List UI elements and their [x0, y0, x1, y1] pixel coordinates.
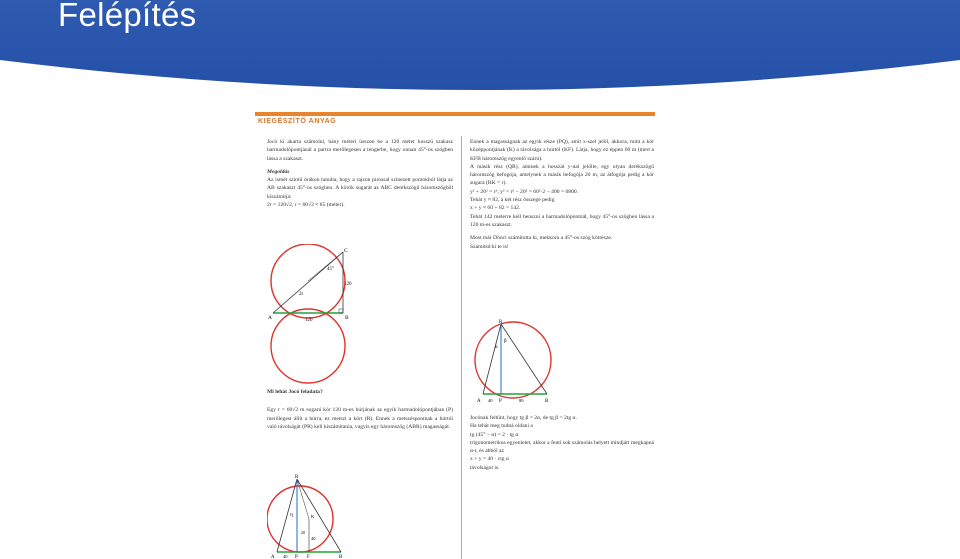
left-column-lower	[267, 388, 453, 431]
solution-paragraph: Az ismét szintű órákon tanulta, hogy a rajzon pirossal színezett pontokból látja az AB szakaszt 45°-os szögben. A körök sugarát az ABC derékszögű háromszögből kiszámítja:	[267, 177, 453, 200]
left-column	[267, 138, 453, 209]
side-br	[297, 479, 341, 552]
radius-rk	[297, 479, 309, 519]
right-para-8: trigonometrikus egyenletet, akkor a fenti sok számolás helyett mindjárt megkapná α-t, és abból az	[470, 439, 654, 455]
label-left-base: 40	[283, 554, 288, 559]
right-para-9: távolságot is.	[470, 464, 500, 471]
label-f3: F	[307, 555, 310, 559]
radius-formula: 2r = 120√2, r = 60√2 ≈ 85 (méter).	[267, 202, 345, 209]
question-line: Mi lehát Jocó feladata?	[267, 389, 323, 395]
right-para-3: Tehát 142 méterre kell beúszni a harmadolópontnál, hogy 45°-os szögben lássa a 120 m-es szakaszt.	[470, 213, 654, 228]
circle-abr	[267, 486, 333, 552]
circle-right	[475, 322, 551, 398]
side-ar	[277, 479, 297, 552]
section-header-bar	[255, 112, 655, 116]
section-header-label: KIEGÉSZÍTŐ ANYAG	[258, 118, 337, 125]
label-q3: Q	[290, 512, 294, 517]
right-para-1: Ennek a magasságnak az egyik része (PQ), amit x-szel jelöl, akkora, mint a kör középpontjának (K) a távolsága a húrtól (KF). Látja, hogy ez éppen 60 m (mert a KFB háromszög egyenlő szárú).	[470, 139, 654, 162]
right-para-4: Most már Dönci számította ki, mekkora a 45°-os szög kötrésze.	[470, 235, 613, 242]
label-2r: 2r	[299, 292, 304, 297]
label-p2: P	[499, 399, 502, 404]
intro-paragraph: Jocó ki akarta számolni, hány méteri ússzon be a 120 méter hosszú szakasz harmadolópontjánál a partra merőlegesen a tengerbe, hogy onnan 45°-os szögben lássa a szakaszt.	[267, 139, 453, 162]
label-base: 120	[305, 318, 313, 323]
label-a2: A	[477, 399, 481, 404]
label-angle: 45°	[327, 267, 334, 272]
equation-3: x + y ≈ 60 + 82 = 142.	[470, 205, 521, 212]
label-r2: R	[499, 320, 503, 325]
right-para-2: A másik rész (QR), aminek a hosszát y-nal jelölte, egy olyan derékszögű háromszög befogója, amelynek a másik befogója 20 m, az átfogója pedig a kör sugara (RK = r).	[470, 163, 654, 187]
label-right-base2: 80	[519, 398, 524, 403]
right-para-6: Jocónak feltűnt, hogy tg β = 2α, de tg β = 2tg α.	[470, 415, 577, 421]
label-a: A	[268, 315, 272, 321]
equation-5: x + y = 40 · ctg α	[470, 456, 509, 463]
figure-two-circles	[265, 244, 365, 384]
task-paragraph: Egy r = 60√2 m sugarú kör 120 m-es húrjának az egyik harmadolópontjában (P) merőlegest állít a húrra, ez metszi a kört (R). Ennek a metszéspontnak a húrtól való távolságát (PR) kell kiszámítania, vagyis egy háromszög (ABR) magasságát.	[267, 407, 453, 430]
textbook-page	[255, 112, 655, 559]
right-para-7: Ha tehát meg tudná oldani a	[470, 423, 533, 430]
figure-angle-triangle	[471, 318, 555, 404]
equation-4: tg (45° − α) = 2 · tg α	[470, 431, 519, 438]
label-right-side: 40	[311, 536, 316, 541]
label-p3: P	[295, 555, 298, 559]
label-r: R	[295, 475, 299, 480]
label-alpha: α	[495, 345, 498, 350]
label-beta: β	[504, 339, 507, 344]
equation-2: Tehát y ≈ 82, a két rész összege pedig	[470, 197, 555, 204]
slide-title: Felépítés	[58, 0, 197, 33]
radius-line	[308, 252, 343, 281]
side-br-right	[501, 324, 547, 394]
hypotenuse-ac	[273, 252, 343, 313]
right-column	[470, 138, 654, 251]
equation-1: y² + 20² = r²; y² = r² − 20² = 60²·2 − 400 = 6800.	[470, 188, 579, 195]
label-k3: K	[311, 514, 315, 519]
label-b2: B	[545, 399, 549, 404]
label-c: C	[344, 248, 348, 254]
label-left-base2: 40	[488, 398, 493, 403]
label-b3: B	[339, 555, 343, 559]
column-divider	[461, 136, 462, 559]
label-a3: A	[271, 555, 275, 559]
figure-triangle-height	[267, 474, 357, 559]
right-para-5: Számítsd ki te is!	[470, 243, 509, 250]
right-column-lower	[470, 414, 654, 472]
label-b: B	[345, 315, 349, 321]
solution-heading: Megoldás	[267, 168, 290, 175]
label-side: 120	[344, 282, 352, 287]
label-middle: 20	[301, 530, 305, 535]
